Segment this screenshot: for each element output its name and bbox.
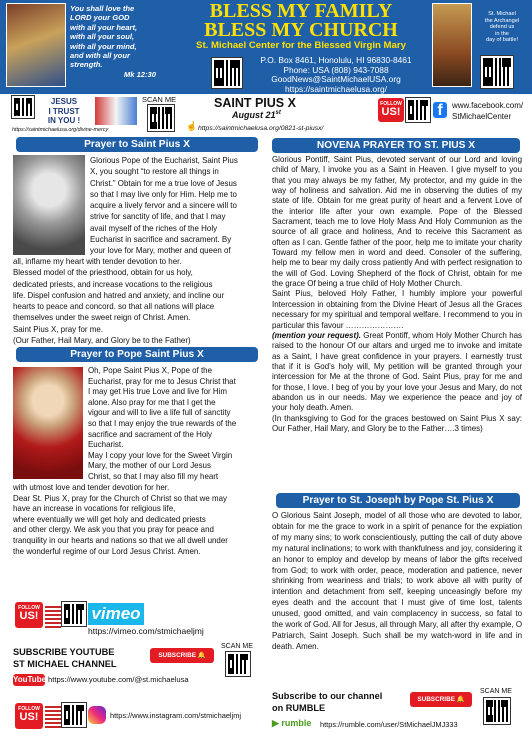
contact-qr-code[interactable] bbox=[212, 58, 242, 88]
rumble-line: Subscribe to our channel bbox=[272, 691, 383, 701]
youtube-qr-code[interactable] bbox=[226, 652, 250, 676]
prayer-line: acquire a lively fervor and a sincere will to bbox=[90, 201, 237, 210]
verse-line: with all your mind, bbox=[70, 41, 137, 51]
prayer-line: Christ.” Obtain for me a true love of Jesus bbox=[90, 178, 237, 188]
joseph-heading: Prayer to St. Joseph by Pope St. Pius X bbox=[276, 493, 520, 508]
divine-mercy-image bbox=[94, 96, 138, 126]
prayer-line: with utmost love and tender devotion for her. bbox=[13, 483, 170, 492]
prayer-line: dedicated priests, and increase vocations to the religious bbox=[13, 279, 213, 289]
follow-us-badge-instagram bbox=[15, 703, 43, 729]
youtube-url[interactable]: https://www.youtube.com/@st.michaelusa bbox=[48, 675, 189, 684]
prayer2-heading: Prayer to Pope Saint Pius X bbox=[16, 347, 258, 362]
saint-title: SAINT PIUS X bbox=[214, 96, 296, 110]
prayer-line: Glorious Pope of the Eucharist, Saint Pius bbox=[90, 156, 238, 165]
instagram-url[interactable]: https://www.instagram.com/stmichaeljmj bbox=[110, 711, 242, 720]
prayer-line: hearts to peace and concord. so that all nations will place bbox=[13, 302, 215, 311]
prayer-line: Eucharist in sacrifice and sacrament. By bbox=[90, 234, 232, 244]
scan-me-label: SCAN ME bbox=[142, 95, 177, 104]
novena-heading: NOVENA PRAYER TO ST. PIUS X bbox=[272, 138, 520, 153]
fb-url-line: www.facebook.com/ bbox=[452, 101, 524, 110]
prayer-line: tranquility in our hearts and nations so that we all dwell under bbox=[13, 535, 228, 545]
prayer-line: all, inflame my heart with tender devotion to her. bbox=[13, 257, 182, 266]
fb-url-line: StMichaelCenter bbox=[452, 111, 512, 121]
facebook-url[interactable] bbox=[452, 101, 523, 122]
rumble-logo-icon[interactable]: ▶ rumble bbox=[272, 718, 312, 728]
prayer-line: Eucharist, pray for me to Jesus Christ that bbox=[88, 376, 236, 386]
youtube-logo-icon[interactable]: YouTube bbox=[13, 675, 47, 684]
website-link[interactable]: https://saintmichaelusa.org/ bbox=[285, 83, 387, 94]
divine-mercy-url[interactable]: https://saintmichaelusa.org/divine-mercy bbox=[12, 127, 109, 133]
prayer-line: the wonderful regime of our Lord Jesus Christ. Amen. bbox=[13, 546, 201, 556]
saint-qr-code[interactable] bbox=[148, 105, 174, 131]
prayer-line: life. Dispel confusion and hatred and anxiety, and incline our bbox=[13, 290, 225, 300]
prayer-line: Eucharist. bbox=[88, 440, 124, 450]
rumble-subscribe-text bbox=[272, 690, 382, 714]
follow-line: US! bbox=[19, 711, 39, 723]
verse-reference: Mk 12:30 bbox=[123, 69, 156, 79]
prayer-line: themselves under the sweet reign of Christ. Amen. bbox=[13, 313, 191, 323]
follow-line: US! bbox=[19, 610, 39, 622]
prayer-line: sacrifice and sacrament of the Holy bbox=[88, 429, 212, 439]
saint-url[interactable]: https://saintmichaelusa.org/0821-st-piusx/ bbox=[198, 125, 324, 132]
prayer2-text-beside bbox=[88, 366, 260, 483]
yt-sub-line: SUBSCRIBE YOUTUBE bbox=[13, 647, 115, 657]
verse-line: strength. bbox=[70, 60, 103, 70]
pius-x-portrait-bw bbox=[13, 155, 85, 255]
joseph-text: O Glorious Saint Joseph, model of all those who are devoted to labor, obtain for me the grace to work in a spirit of penance for the expiation of my many sins; to work conscientiously, putting the call of duty above my natural inclinations; to work with thankfulness and joy, considering it an honor to employ and develop by means of labor the gifts received from God; to work with order, peace, moderation and patience, never shrinking from weariness and trials; to work above all with purity of intention and detachment from self, keeping unceasingly before my eyes death and the account that I must give of time lost, talents unused, good omitted, and vain complacency in success, so fatal to the work of God. All for Jesus, all through Mary, all after thy example, O Patriarch, Saint Joseph. Such shall be my watch-word in life and in death. Amen. bbox=[272, 511, 523, 651]
prayer-line: Blessed model of the priesthood, obtain for us holy, bbox=[13, 268, 193, 278]
prayer-line: your love for Mary, mother and queen of bbox=[90, 246, 231, 255]
prayer-line: Saint Pius X, pray for me. bbox=[13, 324, 103, 334]
caption-line: St. Michael bbox=[488, 11, 516, 17]
rumble-qr-code[interactable] bbox=[484, 698, 510, 724]
banner-title-1: BLESS MY FAMILY bbox=[209, 0, 393, 22]
address: P.O. Box 8461, Honolulu, HI 96830-8461 bbox=[260, 55, 412, 65]
banner-subtitle: St. Michael Center for the Blessed Virgin Mary bbox=[196, 40, 406, 51]
prayer-line: strive for sanctity of life, and that I may bbox=[90, 212, 226, 222]
jesus-line: JESUS bbox=[50, 97, 78, 106]
prayer-line: so that I may enjoy the true rewards of the bbox=[88, 418, 237, 428]
instagram-icon[interactable] bbox=[88, 706, 106, 724]
date-text: August 21 bbox=[232, 110, 276, 120]
jesus-trust-text bbox=[36, 97, 92, 126]
our-lady-of-guadalupe-image bbox=[6, 3, 66, 87]
facebook-qr-code[interactable] bbox=[406, 98, 430, 122]
caption-line: day of battle! bbox=[485, 37, 519, 44]
verse-line: You shall love the bbox=[70, 4, 135, 13]
novena-request-paragraph: (mention your request). Great Pontiff, whom Holy Mother Church has raised to the honour Of our altars and urged me to invoke and imitate as a Saint, I have great confidence in your prayers. I earnestly trust that if it is God’s holy will, My petition will be granted through your intercession for Me at the throne of God. Saint Pius, pray for me and for those, I love. I beg of you by your love your Jesus and Mary, do not abandon us in our needs. May we experience the peace and joy of your holy death. Amen. bbox=[272, 330, 522, 413]
prayer1-heading: Prayer to Saint Pius X bbox=[16, 137, 258, 152]
novena-paragraph: (In thanksgiving to God for the graces bestowed on Saint Pius X say: Our Father, Hail Mary, and Glory be to the Father….3 times) bbox=[272, 413, 522, 433]
jesus-line: I TRUST bbox=[48, 106, 80, 116]
rumble-scan-me-label: SCAN ME bbox=[480, 688, 512, 695]
novena-paragraph: Glorious Pontiff, Saint Pius, devoted servant of our Lord and loving child of Mary, I invoke you as a Saint in Heaven. I give myself to you that you may always be my father, My protector, and my guide in the way of holiness and salvation. Aid me in observing the duties of my state of life. Obtain for me great purity of heart and a fervent Love of the interior life after your own example. Pope of the Blessed Sacrament, teach me to love Holy Mass And Holy Communion as the source of all grace and holiness, And to receive this Sacrament as often as I can. Gentle father of the poor, help me to imitate your charity Toward my fellow men in word and deed. Consoler of the suffering, help me to bear my daily cross patiently And with perfect resignation to the will of God. Loving Shepherd of the flock of Christ, obtain for me the grace Of being a true child of Holy Mother Church. bbox=[272, 155, 522, 289]
prayer-line: May I copy your love for the Sweet Virgin bbox=[88, 450, 233, 460]
novena-paragraph: Saint Pius, beloved Holy Father, I humbly implore your powerful Intercession in obtaining from the Divine Heart of Jesus all the Graces necessary for my spiritual and temporal welfare. I recommend to you in particular this favour …………………. bbox=[272, 289, 522, 330]
caption-line: the Archangel bbox=[484, 17, 520, 24]
rumble-line: on RUMBLE bbox=[272, 703, 326, 713]
contact-info bbox=[246, 56, 426, 94]
banner-title-block bbox=[166, 2, 436, 51]
follow-line: FOLLOW bbox=[18, 605, 40, 611]
prayer-line: vigour and will to live a life full of sanctity bbox=[88, 408, 231, 418]
st-michael-image bbox=[432, 3, 472, 87]
prayer-line: so that I may live only for Him. Help me to bbox=[90, 189, 237, 199]
prayer-line: Christ, so that I may also fill my heart bbox=[88, 471, 219, 481]
prayer-line: Mary, the mother of our Lord Jesus bbox=[88, 461, 211, 471]
youtube-subscribe-button[interactable]: SUBSCRIBE 🔔 bbox=[150, 648, 214, 663]
pius-x-portrait-color bbox=[13, 367, 83, 479]
prayer1-text-full bbox=[13, 256, 263, 346]
youtube-subscribe-text bbox=[13, 646, 116, 670]
request-phrase: (mention your request). bbox=[272, 330, 361, 340]
vimeo-logo-icon[interactable]: vimeo bbox=[88, 603, 144, 625]
verse-line: and with all your bbox=[70, 51, 130, 61]
rumble-logo-text: rumble bbox=[281, 718, 312, 728]
st-michael-qr-code[interactable] bbox=[481, 56, 513, 88]
usa-flag-icon bbox=[45, 604, 61, 628]
rumble-subscribe-button[interactable]: SUBSCRIBE 🔔 bbox=[410, 692, 472, 707]
prayer-line: I may get His true Love and live for Him bbox=[88, 387, 227, 397]
bible-verse bbox=[70, 4, 162, 79]
rumble-url[interactable]: https://rumble.com/user/StMichaelJMJ333 bbox=[320, 720, 458, 729]
prayer1-text-beside bbox=[90, 155, 262, 256]
facebook-icon[interactable]: f bbox=[433, 102, 447, 118]
email-link[interactable]: GoodNews@SaintMichaelUSA.org bbox=[271, 74, 401, 85]
prayer-line: avail myself of the riches of the Holy bbox=[90, 223, 218, 233]
novena-paragraph bbox=[272, 331, 522, 414]
divine-mercy-qr-code[interactable] bbox=[12, 96, 34, 118]
jesus-line: IN YOU ! bbox=[47, 116, 81, 125]
banner-title-2: BLESS MY CHURCH bbox=[204, 19, 398, 41]
follow-line: FOLLOW bbox=[18, 706, 40, 712]
follow-line: US! bbox=[381, 106, 401, 118]
caption-line: in the bbox=[495, 30, 509, 37]
prayer-line: X, you sought “to restore all things in bbox=[90, 167, 219, 177]
prayer-line: Dear St. Pius X, pray for the Church of Christ so that we may bbox=[13, 493, 227, 503]
youtube-scan-me-label: SCAN ME bbox=[221, 643, 253, 650]
instagram-qr-code[interactable] bbox=[62, 703, 86, 727]
phone: Phone: USA (808) 943-7088 bbox=[283, 64, 389, 75]
verse-line: LORD your GOD bbox=[70, 13, 130, 23]
caption-line: defend us bbox=[489, 24, 515, 31]
prayer-line: and other clergy. We ask you that you pray for peace and bbox=[13, 525, 214, 535]
novena-text bbox=[272, 155, 522, 434]
feast-date bbox=[232, 110, 281, 120]
vimeo-qr-code[interactable] bbox=[62, 602, 86, 626]
prayer-line: (Our Father, Hail Mary, and Glory be to the Father) bbox=[13, 335, 191, 345]
date-suffix: st bbox=[275, 110, 281, 116]
prayer2-text-full bbox=[13, 483, 263, 557]
follow-us-badge-vimeo bbox=[15, 602, 43, 628]
usa-flag-icon bbox=[45, 704, 61, 728]
prayer-line: alone. Also pray for me that I get the bbox=[88, 397, 216, 407]
prayer-line: where eventually we will get holy and dedicated priests bbox=[13, 514, 206, 524]
vimeo-url[interactable]: https://vimeo.com/stmichaeljmj bbox=[88, 626, 204, 636]
st-michael-caption bbox=[474, 11, 530, 44]
yt-sub-line: ST MICHAEL CHANNEL bbox=[13, 659, 117, 669]
follow-line: FOLLOW bbox=[380, 101, 402, 107]
verse-line: with all your soul, bbox=[70, 32, 135, 42]
follow-us-badge bbox=[378, 98, 404, 122]
verse-line: with all your heart, bbox=[70, 22, 138, 32]
prayer-line: have an increase in vocations for religious life, bbox=[13, 504, 176, 514]
hand-pointer-icon: ☝ bbox=[186, 121, 198, 131]
prayer-line: Oh, Pope Saint Pius X, Pope of the bbox=[88, 366, 212, 375]
